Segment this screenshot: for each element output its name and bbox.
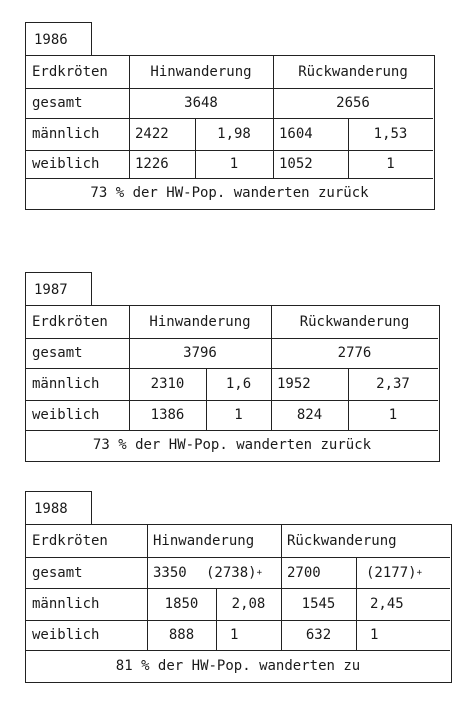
total-outward: 3648 bbox=[184, 95, 218, 111]
female-return: 632 bbox=[305, 627, 332, 643]
migration-table-1986 bbox=[25, 55, 435, 210]
year-tab-1987 bbox=[25, 272, 92, 306]
male-outward-ratio: 2,08 bbox=[231, 596, 266, 612]
female-outward-ratio: 1 bbox=[234, 407, 243, 423]
row-label-male: männlich bbox=[32, 596, 100, 612]
return-rate-note: 73 % der HW-Pop. wanderten zurück bbox=[92, 437, 372, 453]
female-outward: 1386 bbox=[150, 407, 185, 423]
male-return: 1952 bbox=[277, 376, 311, 392]
total-outward-alt-value: (2738) bbox=[206, 564, 257, 581]
female-return-ratio: 1 bbox=[386, 156, 395, 172]
male-return: 1604 bbox=[279, 126, 313, 142]
year-label: 1988 bbox=[34, 500, 68, 517]
migration-table-1988 bbox=[25, 524, 452, 683]
header-outward: Hinwanderung bbox=[149, 314, 251, 330]
header-outward: Hinwanderung bbox=[150, 64, 252, 80]
female-return-ratio: 1 bbox=[388, 407, 398, 423]
female-return: 824 bbox=[296, 407, 323, 423]
total-return: 2656 bbox=[336, 95, 370, 111]
header-return: Rückwanderung bbox=[298, 64, 408, 80]
male-return: 1545 bbox=[301, 596, 336, 612]
year-label: 1987 bbox=[34, 281, 68, 298]
year-tab-1988 bbox=[25, 491, 92, 525]
row-label-female: weiblich bbox=[32, 156, 100, 172]
header-return: Rückwanderung bbox=[287, 533, 397, 549]
migration-table-1987 bbox=[25, 305, 440, 462]
row-label-male: männlich bbox=[32, 376, 100, 392]
row-label-total: gesamt bbox=[32, 95, 83, 111]
header-outward: Hinwanderung bbox=[153, 533, 255, 549]
female-outward-ratio: 1 bbox=[230, 627, 239, 643]
header-species: Erdkröten bbox=[32, 64, 108, 80]
row-label-female: weiblich bbox=[32, 627, 100, 643]
return-rate-note: 81 % der HW-Pop. wanderten zu bbox=[115, 657, 361, 674]
header-species: Erdkröten bbox=[32, 314, 108, 330]
footnote-mark: + bbox=[256, 567, 262, 578]
male-outward: 2422 bbox=[135, 126, 169, 142]
row-label-male: männlich bbox=[32, 126, 100, 142]
total-return-alt bbox=[356, 557, 450, 588]
female-outward: 888 bbox=[168, 627, 195, 643]
total-return-alt-value: (2177) bbox=[366, 564, 417, 581]
total-return: 2700 bbox=[287, 564, 321, 581]
male-return-ratio: 1,53 bbox=[373, 126, 408, 142]
year-label: 1986 bbox=[34, 31, 68, 48]
row-label-total: gesamt bbox=[32, 345, 83, 361]
year-tab-1986 bbox=[25, 22, 92, 56]
female-outward-ratio: 1 bbox=[229, 156, 239, 172]
male-outward-ratio: 1,6 bbox=[225, 376, 252, 392]
header-return: Rückwanderung bbox=[299, 314, 410, 330]
row-label-female: weiblich bbox=[32, 407, 100, 423]
male-outward-ratio: 1,98 bbox=[217, 126, 251, 142]
female-outward: 1226 bbox=[135, 156, 169, 172]
total-outward-alt bbox=[204, 557, 281, 588]
total-outward: 3796 bbox=[183, 345, 217, 361]
return-rate-note: 73 % der HW-Pop. wanderten zurück bbox=[90, 185, 369, 201]
row-label-total: gesamt bbox=[32, 564, 83, 581]
male-return-ratio: 2,37 bbox=[376, 376, 410, 392]
male-outward: 1850 bbox=[164, 596, 199, 612]
male-return-ratio: 2,45 bbox=[370, 596, 404, 612]
total-return: 2776 bbox=[337, 345, 372, 361]
female-return-ratio: 1 bbox=[370, 627, 379, 643]
male-outward: 2310 bbox=[150, 376, 185, 392]
footnote-mark: + bbox=[416, 567, 422, 578]
header-species: Erdkröten bbox=[32, 533, 108, 549]
total-outward: 3350 bbox=[153, 564, 187, 581]
female-return: 1052 bbox=[279, 156, 313, 172]
